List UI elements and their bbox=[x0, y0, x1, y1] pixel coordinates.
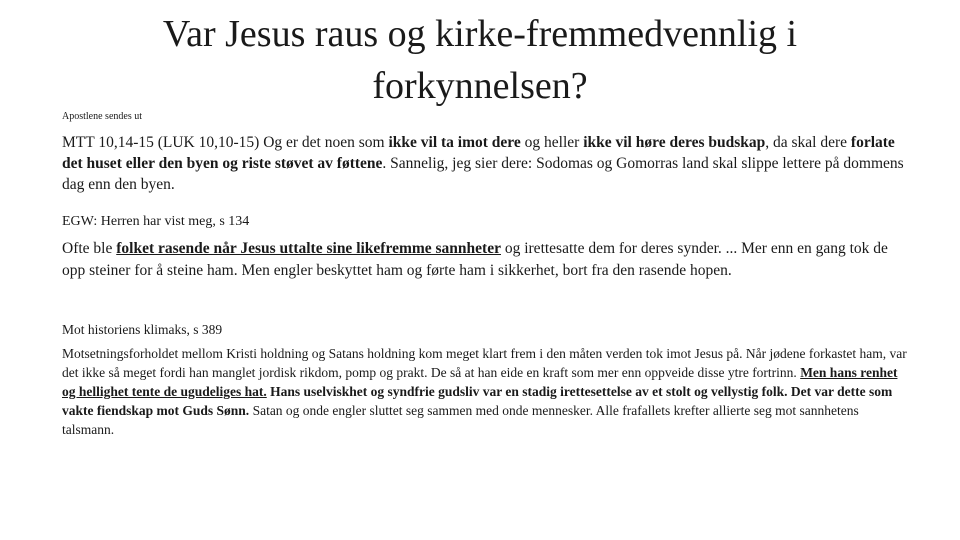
egw-paragraph bbox=[62, 238, 907, 282]
text-span: . Sannelig, jeg sier dere: Sodomas og Gomorras land skal slippe lettere på dommens dag enn den byen. bbox=[62, 155, 904, 193]
text-span: og irettesatte dem for deres synder. ... Mer enn en gang tok de opp steiner for å steine ham. Men engler beskyttet ham og førte ham i sikkerhet, bort fra den rasende hopen. bbox=[62, 240, 888, 279]
bold-span: ikke vil ta imot dere bbox=[388, 134, 521, 151]
text-span: og heller bbox=[520, 134, 584, 151]
text-span: , da skal dere bbox=[765, 134, 851, 151]
bold-underlined-span: folket rasende når Jesus uttalte sine likefremme sannheter bbox=[116, 240, 501, 257]
text-span: Satan og onde engler sluttet seg sammen med onde mennesker. Alle frafallets krefter allierte seg mot sannhetens talsmann. bbox=[62, 403, 859, 437]
text-span: Ofte ble bbox=[62, 240, 117, 257]
bold-span: ikke vil høre deres budskap bbox=[583, 134, 766, 151]
text-span: Motsetningsforholdet mellom Kristi holdning og Satans holdning kom meget klart frem i den måten verden tok imot Jesus på. Når jødene forkastet ham, var det ikke så meget fordi han manglet jordisk rikdom, pomp og prakt. De så at han eide en kraft som mer enn oppveide disse ytre fortrinn. bbox=[62, 346, 907, 380]
section-label-apostles: Apostlene sendes ut bbox=[62, 111, 142, 122]
text-span: MTT 10,14-15 (LUK 10,10-15) Og er det noen som bbox=[62, 134, 389, 151]
bold-span: forlate det huset eller den byen og riste støvet av føttene bbox=[62, 134, 895, 172]
section-label-klimaks: Mot historiens klimaks, s 389 bbox=[62, 322, 223, 337]
klimaks-paragraph bbox=[62, 344, 907, 439]
bold-underlined-span: Men hans renhet og hellighet tente de ugudeliges hat. bbox=[62, 365, 898, 399]
slide-title: Var Jesus raus og kirke-fremmedvennlig i forkynnelsen? bbox=[162, 13, 798, 107]
section-label-egw: EGW: Herren har vist meg, s 134 bbox=[62, 214, 250, 229]
bold-span: Hans uselviskhet og syndfrie gudsliv var en stadig irettesettelse av et stolt og vellystig folk. Det var dette som vakte fiendskap mot Guds Sønn. bbox=[62, 384, 893, 418]
scripture-paragraph bbox=[62, 132, 907, 195]
